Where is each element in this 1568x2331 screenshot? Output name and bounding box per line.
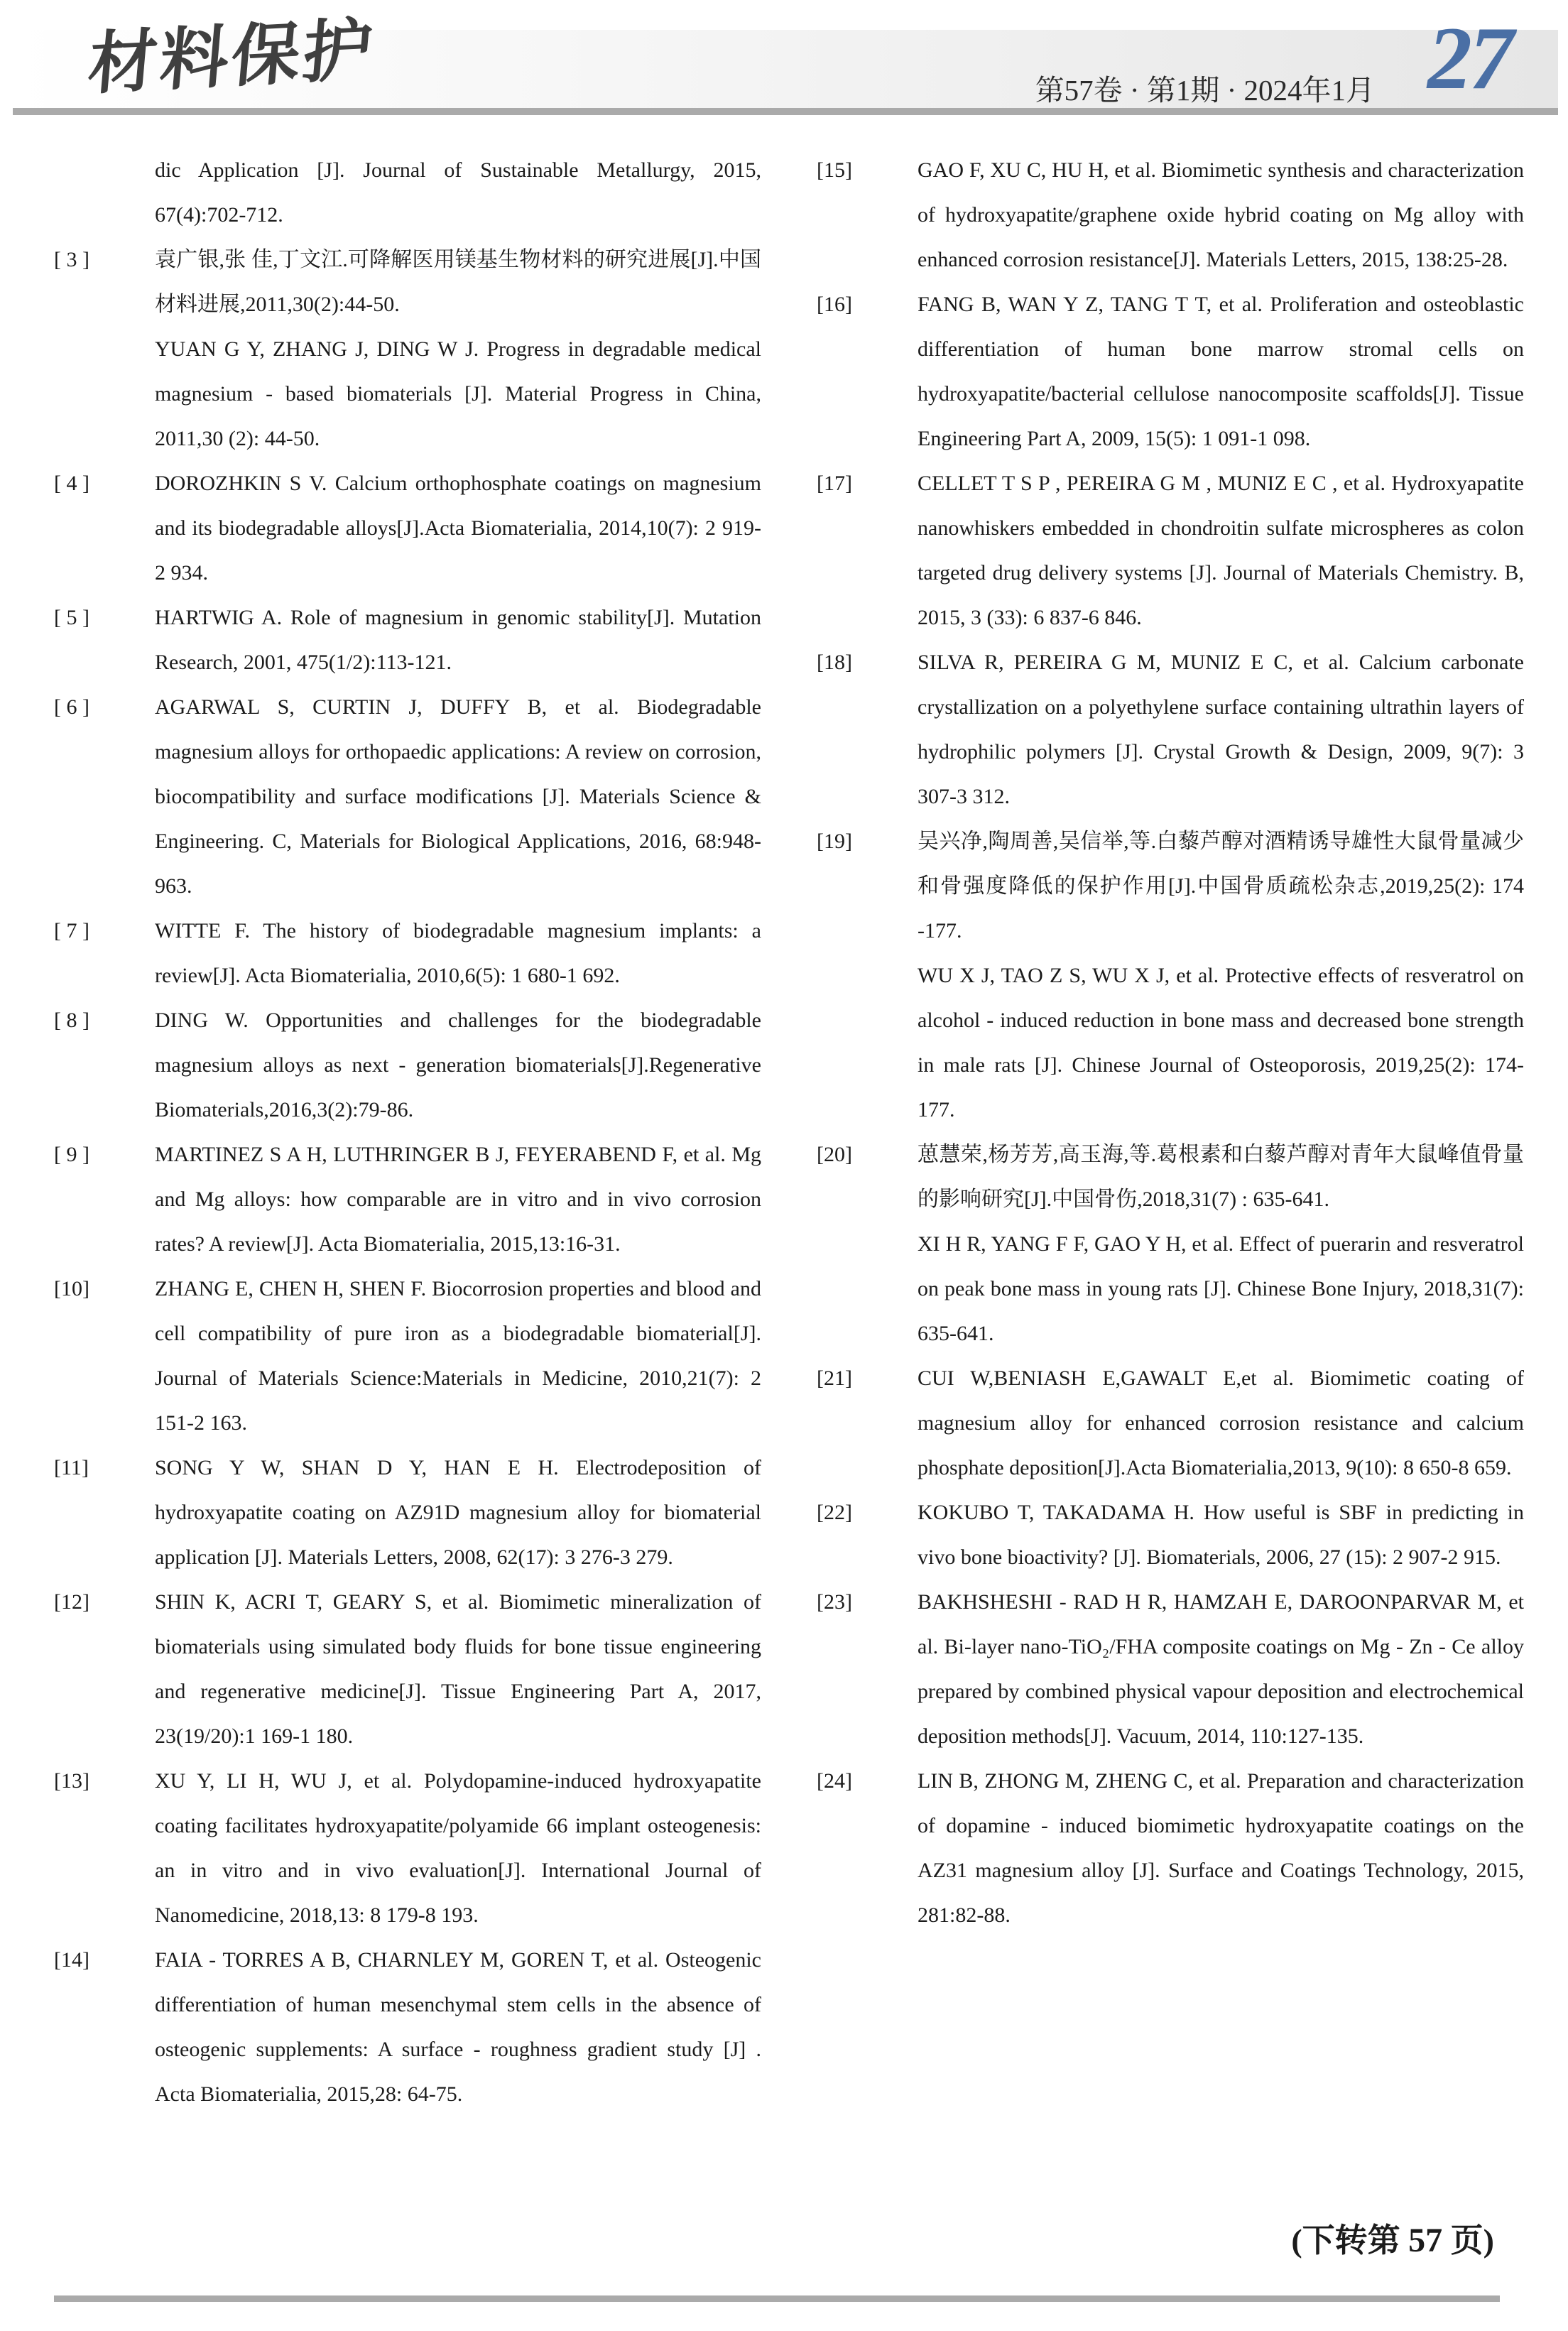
reference-paragraph: BAKHSHESHI - RAD H R, HAMZAH E, DAROONPARVAR M, et al. Bi-layer nano-TiO₂/FHA composite coatings on Mg - Zn - Ce alloy prepared by combined physical vapour deposition and electrochemical deposition methods[J]. Vacuum, 2014, 110:127-135.: [918, 1590, 1524, 1748]
reference-item: [54, 1132, 761, 1266]
reference-paragraph: FANG B, WAN Y Z, TANG T T, et al. Proliferation and osteoblastic differentiation of human bone marrow stromal cells on hydroxyapatite/bacterial cellulose nanocomposite scaffolds[J]. Tissue Engineering Part A, 2009, 15(5): 1 091-1 098.: [918, 293, 1524, 450]
reference-label: [12]: [54, 1590, 89, 1614]
journal-logo: 材料保护: [85, 11, 378, 103]
reference-label: [11]: [54, 1456, 89, 1479]
reference-item: [54, 1580, 761, 1759]
reference-label: [ 9 ]: [54, 1143, 89, 1166]
reference-paragraph: ZHANG E, CHEN H, SHEN F. Biocorrosion properties and blood and cell compatibility of pure iron as a biodegradable biomaterial[J]. Journal of Materials Science:Materials in Medicine, 2010,21(7): 2 151-2 163.: [155, 1277, 761, 1435]
reference-item: [54, 998, 761, 1132]
reference-paragraph: 袁广银,张 佳,丁文江.可降解医用镁基生物材料的研究进展[J].中国材料进展,2011,30(2):44-50.: [155, 248, 761, 316]
footer-rule: [54, 2295, 1500, 2302]
reference-text: [155, 1445, 761, 1580]
reference-paragraph: SONG Y W, SHAN D Y, HAN E H. Electrodeposition of hydroxyapatite coating on AZ91D magnesium alloy for biomaterial application [J]. Materials Letters, 2008, 62(17): 3 276-3 279.: [155, 1456, 761, 1569]
references-section: [54, 148, 1524, 2117]
reference-paragraph: 葸慧荣,杨芳芳,高玉海,等.葛根素和白藜芦醇对青年大鼠峰值骨量的影响研究[J].中国骨伤,2018,31(7) : 635-641.: [918, 1143, 1524, 1211]
reference-label: [ 8 ]: [54, 1009, 89, 1032]
reference-text: [155, 1266, 761, 1445]
reference-text: [155, 461, 761, 595]
reference-text: [155, 1759, 761, 1938]
reference-label: [24]: [817, 1769, 852, 1793]
reference-text: [155, 1580, 761, 1759]
reference-label: [10]: [54, 1277, 89, 1300]
reference-label: [18]: [817, 651, 852, 674]
reference-label: [ 7 ]: [54, 919, 89, 942]
reference-paragraph: CUI W,BENIASH E,GAWALT E,et al. Biomimetic coating of magnesium alloy for enhanced corrosion resistance and calcium phosphate deposition[J].Acta Biomaterialia,2013, 9(10): 8 650-8 659.: [918, 1366, 1524, 1479]
reference-paragraph: dic Application [J]. Journal of Sustainable Metallurgy, 2015, 67(4):702-712.: [155, 158, 761, 227]
page-number: 27: [1427, 9, 1511, 108]
reference-label: [ 6 ]: [54, 695, 89, 719]
reference-paragraph: HARTWIG A. Role of magnesium in genomic stability[J]. Mutation Research, 2001, 475(1/2):113-121.: [155, 606, 761, 674]
reference-text: [918, 1356, 1524, 1490]
reference-text: [155, 237, 761, 461]
reference-paragraph: DING W. Opportunities and challenges for the biodegradable magnesium alloys as next - generation biomaterials[J].Regenerative Biomaterials,2016,3(2):79-86.: [155, 1009, 761, 1121]
reference-item: [817, 819, 1524, 1132]
reference-item: [817, 282, 1524, 461]
reference-paragraph: LIN B, ZHONG M, ZHENG C, et al. Preparation and characterization of dopamine - induced biomimetic hydroxyapatite coatings on the AZ31 magnesium alloy [J]. Surface and Coatings Technology, 2015, 281:82-88.: [918, 1769, 1524, 1927]
reference-item: [817, 640, 1524, 819]
reference-item: [817, 1759, 1524, 1938]
continuation-note: [1291, 2215, 1494, 2261]
reference-label: [21]: [817, 1366, 852, 1390]
reference-text: [918, 640, 1524, 819]
reference-paragraph: DOROZHKIN S V. Calcium orthophosphate coatings on magnesium and its biodegradable alloys[J].Acta Biomaterialia, 2014,10(7): 2 919-2 934.: [155, 472, 761, 585]
reference-paragraph: XU Y, LI H, WU J, et al. Polydopamine-induced hydroxyapatite coating facilitates hydroxyapatite/polyamide 66 implant osteogenesis: an in vitro and in vivo evaluation[J]. International Journal of Nanomedicine, 2018,13: 8 179-8 193.: [155, 1769, 761, 1927]
reference-item: [54, 1266, 761, 1445]
reference-item: [817, 148, 1524, 282]
reference-text: [918, 819, 1524, 1132]
reference-paragraph: SHIN K, ACRI T, GEARY S, et al. Biomimetic mineralization of biomaterials using simulated body fluids for bone tissue engineering and regenerative medicine[J]. Tissue Engineering Part A, 2017, 23(19/20):1 169-1 180.: [155, 1590, 761, 1748]
reference-paragraph: MARTINEZ S A H, LUTHRINGER B J, FEYERABEND F, et al. Mg and Mg alloys: how comparable are in vitro and in vivo corrosion rates? A review[J]. Acta Biomaterialia, 2015,13:16-31.: [155, 1143, 761, 1256]
reference-text: [155, 1938, 761, 2117]
reference-item: [54, 908, 761, 998]
reference-paragraph: XI H R, YANG F F, GAO Y H, et al. Effect of puerarin and resveratrol on peak bone mass in young rats [J]. Chinese Bone Injury, 2018,31(7): 635-641.: [918, 1232, 1524, 1345]
reference-label: [ 5 ]: [54, 606, 89, 629]
continuation-suffix: 页): [1442, 2222, 1494, 2259]
reference-label: [ 3 ]: [54, 248, 89, 271]
reference-paragraph: KOKUBO T, TAKADAMA H. How useful is SBF in predicting in vivo bone bioactivity? [J]. Biomaterials, 2006, 27 (15): 2 907-2 915.: [918, 1501, 1524, 1569]
reference-text: [918, 148, 1524, 282]
reference-text: [155, 908, 761, 998]
references-column-right: [817, 148, 1524, 2117]
reference-text: [155, 685, 761, 908]
continuation-page-number: 57: [1408, 2222, 1443, 2259]
reference-label: [23]: [817, 1590, 852, 1614]
reference-item: [817, 1356, 1524, 1490]
reference-paragraph: FAIA - TORRES A B, CHARNLEY M, GOREN T, et al. Osteogenic differentiation of human mesenchymal stem cells in the absence of osteogenic supplements: A surface - roughness gradient study [J] . Acta Biomaterialia, 2015,28: 64-75.: [155, 1948, 761, 2106]
reference-item: [817, 1132, 1524, 1356]
reference-label: [13]: [54, 1769, 89, 1793]
reference-text: [155, 595, 761, 685]
continuation-prefix: (下转第: [1291, 2222, 1409, 2259]
reference-label: [22]: [817, 1501, 852, 1524]
reference-item: [817, 461, 1524, 640]
reference-text: [155, 998, 761, 1132]
reference-paragraph: GAO F, XU C, HU H, et al. Biomimetic synthesis and characterization of hydroxyapatite/graphene oxide hybrid coating on Mg alloy with enhanced corrosion resistance[J]. Materials Letters, 2015, 138:25-28.: [918, 158, 1524, 271]
reference-item: [54, 685, 761, 908]
reference-paragraph: YUAN G Y, ZHANG J, DING W J. Progress in degradable medical magnesium - based biomaterials [J]. Material Progress in China, 2011,30 (2): 44-50.: [155, 337, 761, 450]
reference-paragraph: WU X J, TAO Z S, WU X J, et al. Protective effects of resveratrol on alcohol - induced reduction in bone mass and decreased bone strength in male rats [J]. Chinese Journal of Osteoporosis, 2019,25(2): 174-177.: [918, 964, 1524, 1121]
reference-item: [54, 1759, 761, 1938]
reference-text: [918, 1132, 1524, 1356]
reference-label: [16]: [817, 293, 852, 316]
references-column-left: [54, 148, 761, 2117]
reference-label: [ 4 ]: [54, 472, 89, 495]
reference-label: [17]: [817, 472, 852, 495]
reference-text: [918, 282, 1524, 461]
reference-paragraph: SILVA R, PEREIRA G M, MUNIZ E C, et al. Calcium carbonate crystallization on a polyethylene surface containing ultrathin layers of hydrophilic polymers [J]. Crystal Growth & Design, 2009, 9(7): 3 307-3 312.: [918, 651, 1524, 808]
issue-info: 第57卷 · 第1期 · 2024年1月: [1035, 74, 1375, 107]
reference-paragraph: WITTE F. The history of biodegradable magnesium implants: a review[J]. Acta Biomaterialia, 2010,6(5): 1 680-1 692.: [155, 919, 761, 987]
reference-item: [817, 1580, 1524, 1759]
reference-text: [918, 1580, 1524, 1759]
reference-label: [20]: [817, 1143, 852, 1166]
reference-item: [54, 237, 761, 461]
reference-paragraph: 吴兴净,陶周善,吴信举,等.白藜芦醇对酒精诱导雄性大鼠骨量减少和骨强度降低的保护作用[J].中国骨质疏松杂志,2019,25(2): 174 -177.: [918, 830, 1524, 942]
reference-item: [54, 461, 761, 595]
reference-paragraph: CELLET T S P , PEREIRA G M , MUNIZ E C , et al. Hydroxyapatite nanowhiskers embedded in chondroitin sulfate microspheres as colon targeted drug delivery systems [J]. Journal of Materials Chemistry. B, 2015, 3 (33): 6 837-6 846.: [918, 472, 1524, 629]
reference-label: [14]: [54, 1948, 89, 1972]
reference-paragraph: AGARWAL S, CURTIN J, DUFFY B, et al. Biodegradable magnesium alloys for orthopaedic applications: A review on corrosion, biocompatibility and surface modifications [J]. Materials Science & Engineering. C, Materials for Biological Applications, 2016, 68:948-963.: [155, 695, 761, 898]
reference-item: [54, 1445, 761, 1580]
reference-text: [918, 1490, 1524, 1580]
reference-label: [15]: [817, 158, 852, 182]
reference-text: [155, 1132, 761, 1266]
reference-item: [54, 595, 761, 685]
reference-text: [918, 461, 1524, 640]
reference-item: [54, 1938, 761, 2117]
reference-item: [54, 148, 761, 237]
reference-text: [155, 148, 761, 237]
reference-label: [54, 148, 155, 237]
reference-text: [918, 1759, 1524, 1938]
reference-item: [817, 1490, 1524, 1580]
reference-label: [19]: [817, 830, 852, 853]
header-rule: [13, 108, 1558, 115]
